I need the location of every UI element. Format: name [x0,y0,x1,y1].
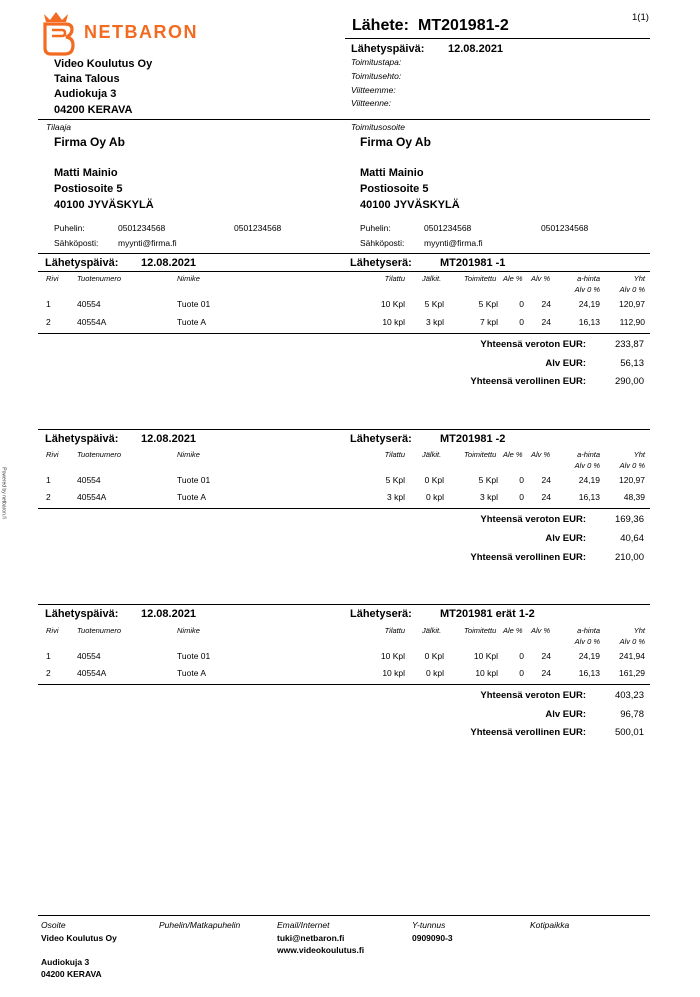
col-ahinta: a-hinta [577,626,600,635]
row-ahinta: 16,13 [578,492,600,502]
buyer-company: Firma Oy Ab [54,135,125,149]
total-vat-value: 40,64 [620,533,644,544]
buyer-phone-label: Puhelin: [54,223,85,233]
batch-top-divider [38,253,650,254]
col-nimike: Nimike [177,626,200,635]
batch-id: MT201981 -1 [440,257,506,269]
row-tuote: 40554 [77,651,101,661]
row-tilattu: 5 Kpl [385,475,405,485]
row-nimike: Tuote 01 [177,651,211,661]
row-rivi: 2 [46,317,51,327]
doc-title-value: MT201981-2 [418,17,509,34]
footer-company: Video Koulutus Oy [41,933,117,943]
batch-id-label: Lähetyserä: [350,257,412,269]
row-tuote: 40554 [77,299,101,309]
row-yht: 120,97 [619,299,645,309]
row-tilattu: 10 kpl [382,668,405,678]
delivery-person: Matti Mainio [360,167,424,179]
row-tuote: 40554 [77,475,101,485]
row-alv: 24 [541,668,551,678]
delivery-email: myynti@firma.fi [424,238,483,248]
meta-viitteemme: Viitteemme: [351,85,396,95]
sender-name: Video Koulutus Oy [54,58,153,70]
row-yht: 112,90 [619,317,645,327]
col-yht-sub: Alv 0 % [619,461,645,470]
sender-street: Audiokuja 3 [54,88,117,100]
row-ale: 0 [519,668,524,678]
row-tilattu: 10 Kpl [380,651,405,661]
row-rivi: 1 [46,651,51,661]
footer-address-label: Osoite [41,920,66,930]
row-rivi: 2 [46,492,51,502]
col-toimitettu: Toimitettu [464,274,497,283]
delivery-street: Postiosoite 5 [360,183,429,195]
col-ahinta-sub: Alv 0 % [574,461,600,470]
batch-bottom-divider [38,684,650,685]
row-toimitettu: 10 kpl [475,668,498,678]
footer-street: Audiokuja 3 [41,957,90,967]
batch-id: MT201981 erät 1-2 [440,608,535,620]
col-ahinta: a-hinta [577,450,600,459]
total-net-label: Yhteensä veroton EUR: [480,339,586,350]
total-vat-label: Alv EUR: [545,709,586,720]
total-gross-label: Yhteensä verollinen EUR: [470,727,586,738]
row-toimitettu: 3 kpl [480,492,498,502]
row-jalkit: 0 kpl [426,668,444,678]
total-net-value: 403,23 [614,690,644,701]
total-net-label: Yhteensä veroton EUR: [480,514,586,525]
total-net-label: Yhteensä veroton EUR: [480,690,586,701]
row-nimike: Tuote 01 [177,475,211,485]
total-gross-value: 290,00 [614,376,644,387]
batch-date-label: Lähetyspäivä: [45,608,119,620]
title-divider [345,38,650,39]
row-tuote: 40554A [77,492,107,502]
row-tilattu: 10 Kpl [380,299,405,309]
col-rivi: Rivi [46,626,59,635]
page-number: 1(1) [632,12,649,23]
row-yht: 241,94 [619,651,645,661]
total-net-value: 169,36 [614,514,644,525]
col-ale: Ale % [503,626,523,635]
col-yht: Yht [633,450,645,459]
footer-email-label: Email/Internet [277,920,330,930]
footer-website[interactable]: www.videokoulutus.fi [277,945,365,955]
powered-by-text: Powered by netbaron.fi [0,467,7,519]
row-rivi: 1 [46,475,51,485]
col-alv: Alv % [531,450,551,459]
row-alv: 24 [541,317,551,327]
row-tilattu: 3 kpl [387,492,405,502]
netbaron-logo-icon [38,8,78,56]
batch-date-label: Lähetyspäivä: [45,257,119,269]
col-nimike: Nimike [177,450,200,459]
batch-date: 12.08.2021 [141,257,197,269]
delivery-phone: 0501234568 [424,223,472,233]
row-toimitettu: 5 Kpl [478,475,498,485]
row-rivi: 1 [46,299,51,309]
col-alv: Alv % [531,626,551,635]
col-tilattu: Tilattu [384,274,405,283]
total-vat-value: 96,78 [620,709,644,720]
delivery-company: Firma Oy Ab [360,135,431,149]
col-yht-sub: Alv 0 % [619,285,645,294]
total-net-value: 233,87 [614,339,644,350]
col-rivi: Rivi [46,450,59,459]
row-toimitettu: 5 Kpl [478,299,498,309]
col-jalkit: Jälkit. [422,450,442,459]
delivery-phone2: 0501234568 [541,223,589,233]
col-tuotenumero: Tuotenumero [77,274,122,283]
total-gross-label: Yhteensä verollinen EUR: [470,552,586,563]
row-tilattu: 10 kpl [382,317,405,327]
row-tuote: 40554A [77,317,107,327]
total-gross-label: Yhteensä verollinen EUR: [470,376,586,387]
row-nimike: Tuote A [177,317,206,327]
row-ahinta: 24,19 [578,299,600,309]
row-jalkit: 0 Kpl [424,475,444,485]
delivery-city: 40100 JYVÄSKYLÄ [360,199,460,211]
row-yht: 161,29 [619,668,645,678]
doc-date-value: 12.08.2021 [448,43,504,55]
buyer-phone2: 0501234568 [234,223,282,233]
col-tilattu: Tilattu [384,450,405,459]
row-ale: 0 [519,299,524,309]
row-nimike: Tuote 01 [177,299,211,309]
sender-city: 04200 KERAVA [54,104,133,116]
total-gross-value: 500,01 [614,727,644,738]
meta-toimitustapa: Toimitustapa: [351,57,402,67]
row-jalkit: 0 kpl [426,492,444,502]
row-toimitettu: 7 kpl [480,317,498,327]
delivery-label: Toimitusosoite [351,122,406,132]
doc-title-label: Lähete: [352,17,409,34]
delivery-phone-label: Puhelin: [360,223,391,233]
batch-bottom-divider [38,333,650,334]
row-ale: 0 [519,317,524,327]
col-tilattu: Tilattu [384,626,405,635]
buyer-email-label: Sähköposti: [54,238,99,248]
row-jalkit: 3 kpl [426,317,444,327]
row-tuote: 40554A [77,668,107,678]
buyer-label: Tilaaja [46,122,71,132]
row-alv: 24 [541,299,551,309]
batch-id: MT201981 -2 [440,433,506,445]
col-ale: Ale % [503,274,523,283]
total-vat-label: Alv EUR: [545,533,586,544]
batch-bottom-divider [38,508,650,509]
buyer-street: Postiosoite 5 [54,183,123,195]
buyer-phone: 0501234568 [118,223,166,233]
row-alv: 24 [541,651,551,661]
batch-header-divider [38,271,650,272]
row-ahinta: 16,13 [578,317,600,327]
col-alv: Alv % [531,274,551,283]
batch-top-divider [38,429,650,430]
brand-name: NETBARON [84,22,198,42]
batch-date: 12.08.2021 [141,433,197,445]
sender-person: Taina Talous [54,73,120,85]
col-nimike: Nimike [177,274,200,283]
row-ahinta: 16,13 [578,668,600,678]
brand-logo [38,8,198,58]
col-tuotenumero: Tuotenumero [77,450,122,459]
col-toimitettu: Toimitettu [464,626,497,635]
row-jalkit: 0 Kpl [424,651,444,661]
total-gross-value: 210,00 [614,552,644,563]
meta-viitteenne: Viitteenne: [351,98,392,108]
total-vat-value: 56,13 [620,358,644,369]
col-jalkit: Jälkit. [422,274,442,283]
footer-kotipaikka-label: Kotipaikka [530,920,570,930]
buyer-person: Matti Mainio [54,167,118,179]
delivery-email-label: Sähköposti: [360,238,405,248]
buyer-city: 40100 JYVÄSKYLÄ [54,199,154,211]
row-ahinta: 24,19 [578,475,600,485]
row-alv: 24 [541,492,551,502]
row-jalkit: 5 Kpl [424,299,444,309]
col-toimitettu: Toimitettu [464,450,497,459]
batch-top-divider [38,604,650,605]
total-vat-label: Alv EUR: [545,358,586,369]
footer-divider [38,915,650,916]
meta-toimitusehto: Toimitusehto: [351,71,402,81]
footer-email[interactable]: tuki@netbaron.fi [277,933,345,943]
row-ale: 0 [519,475,524,485]
footer-ytunnus: 0909090-3 [412,933,453,943]
col-yht: Yht [633,626,645,635]
col-tuotenumero: Tuotenumero [77,626,122,635]
col-yht: Yht [633,274,645,283]
col-rivi: Rivi [46,274,59,283]
row-nimike: Tuote A [177,668,206,678]
row-rivi: 2 [46,668,51,678]
footer-city: 04200 KERAVA [41,969,102,979]
row-ale: 0 [519,492,524,502]
footer-phone-label: Puhelin/Matkapuhelin [159,920,241,930]
doc-date-label: Lähetyspäivä: [351,43,425,55]
col-ahinta-sub: Alv 0 % [574,285,600,294]
buyer-email: myynti@firma.fi [118,238,177,248]
row-ale: 0 [519,651,524,661]
batch-date-label: Lähetyspäivä: [45,433,119,445]
footer-ytunnus-label: Y-tunnus [412,920,446,930]
col-jalkit: Jälkit. [422,626,442,635]
col-ahinta-sub: Alv 0 % [574,637,600,646]
col-ahinta: a-hinta [577,274,600,283]
row-toimitettu: 10 Kpl [473,651,498,661]
row-nimike: Tuote A [177,492,206,502]
header-divider [38,119,650,120]
row-ahinta: 24,19 [578,651,600,661]
row-alv: 24 [541,475,551,485]
col-ale: Ale % [503,450,523,459]
batch-id-label: Lähetyserä: [350,433,412,445]
col-yht-sub: Alv 0 % [619,637,645,646]
batch-id-label: Lähetyserä: [350,608,412,620]
row-yht: 48,39 [623,492,645,502]
row-yht: 120,97 [619,475,645,485]
batch-date: 12.08.2021 [141,608,197,620]
